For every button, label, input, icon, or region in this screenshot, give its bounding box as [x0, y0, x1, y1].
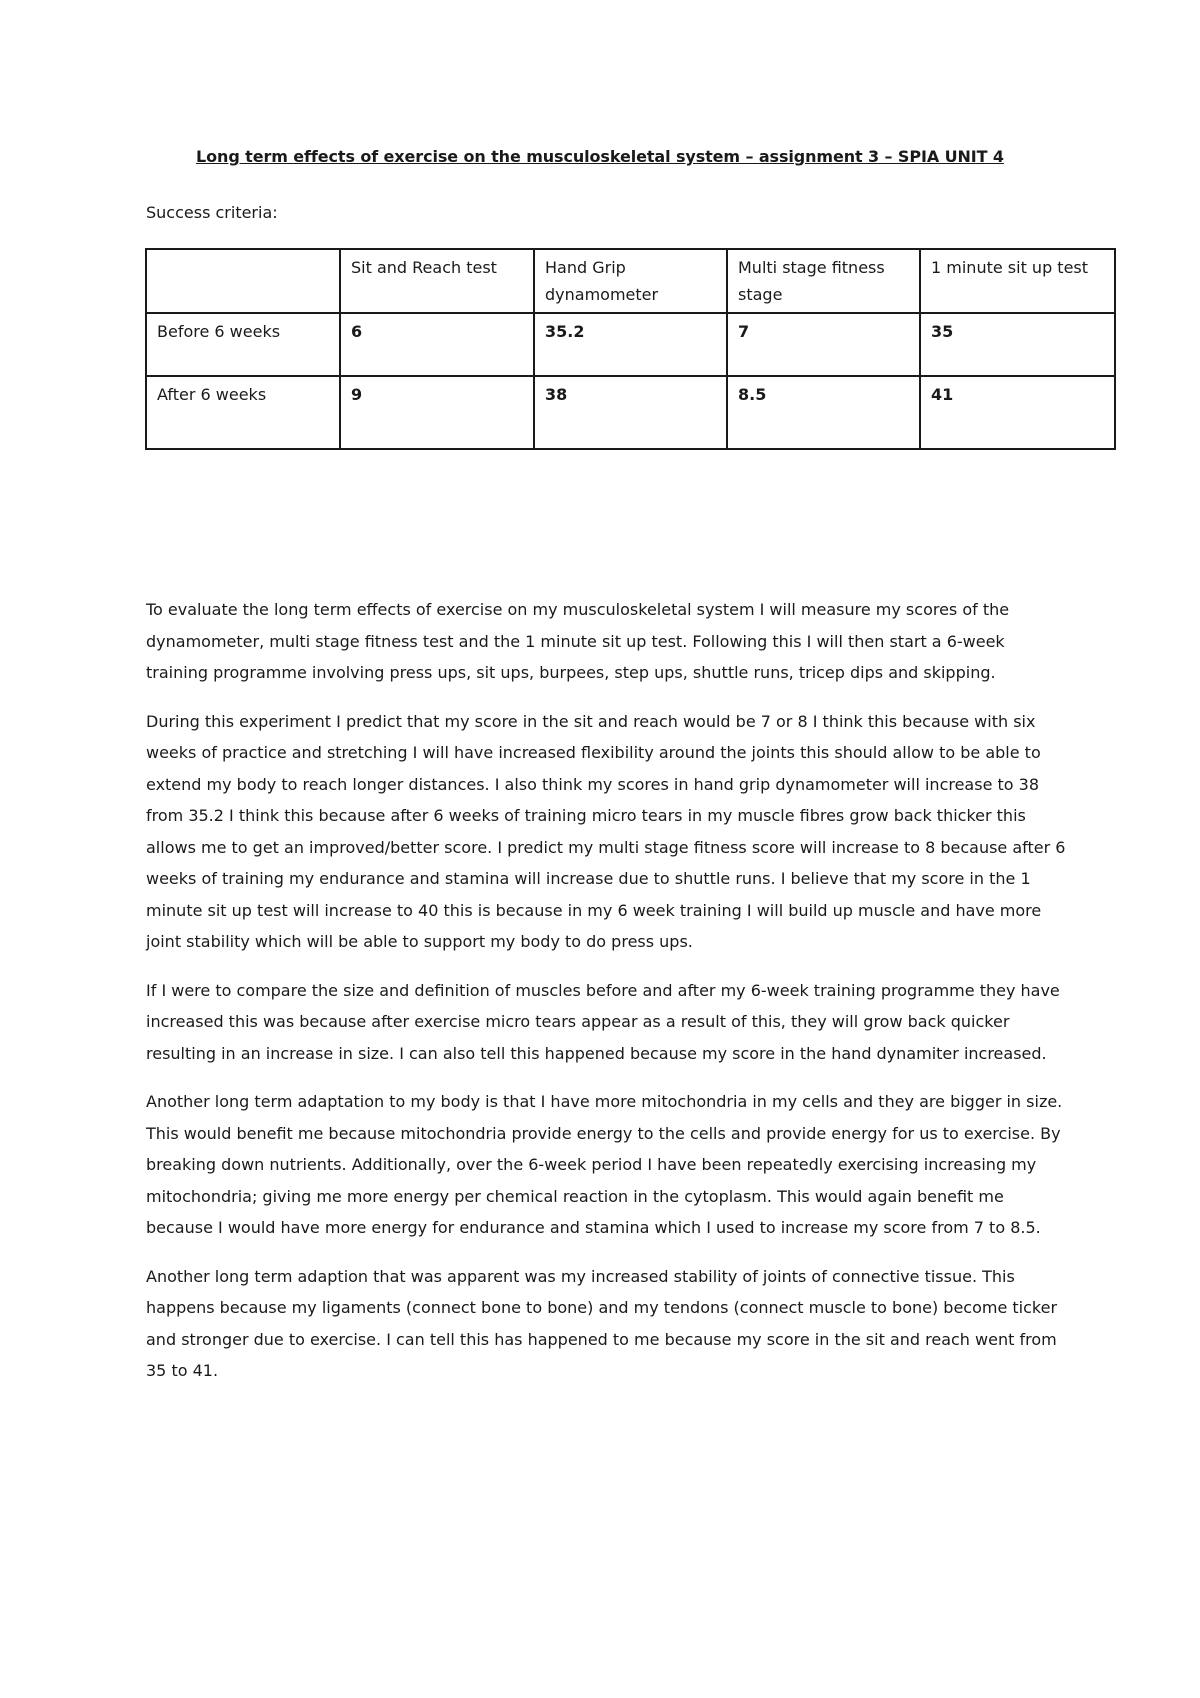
row-label: After 6 weeks — [146, 376, 340, 449]
table-header-cell: Multi stage fitness stage — [727, 249, 920, 313]
table-cell: 7 — [727, 313, 920, 376]
paragraph: During this experiment I predict that my score in the sit and reach would be 7 or 8 I think this because with six weeks of practice and stretching I will have increased flexibility around the joints this should allow to be able to extend my body to reach longer distances. I also think my scores in hand grip dynamometer will increase to 38 from 35.2 I think this because after 6 weeks of training micro tears in my muscle fibres grow back thicker this allows me to get an improved/better score. I predict my multi stage fitness score will increase to 8 because after 6 weeks of training my endurance and stamina will increase due to shuttle runs. I believe that my score in the 1 minute sit up test will increase to 40 this is because in my 6 week training I will build up muscle and have more joint stability which will be able to support my body to do press ups. — [146, 711, 1066, 951]
table-header-row — [146, 249, 1115, 313]
paragraph: If I were to compare the size and definition of muscles before and after my 6-week training programme they have increased this was because after exercise micro tears appear as a result of this, they will grow back quicker resulting in an increase in size. I can also tell this happened because my score in the hand dynamiter increased. — [146, 980, 1060, 1063]
table-cell: 35.2 — [534, 313, 727, 376]
table-header-cell — [146, 249, 340, 313]
table-cell: 41 — [920, 376, 1115, 449]
table-header-cell: 1 minute sit up test — [920, 249, 1115, 313]
body-text — [146, 594, 1066, 1404]
results-table — [145, 248, 1116, 450]
table-cell: 8.5 — [727, 376, 920, 449]
table-cell: 38 — [534, 376, 727, 449]
paragraph: Another long term adaption that was apparent was my increased stability of joints of connective tissue. This happens because my ligaments (connect bone to bone) and my tendons (connect muscle to bone) become ticker and stronger due to exercise. I can tell this has happened to me because my score in the sit and reach went from 35 to 41. — [146, 1266, 1058, 1380]
document-title: Long term effects of exercise on the musculoskeletal system – assignment 3 – SPIA UNIT 4 — [196, 147, 1004, 166]
paragraph: To evaluate the long term effects of exercise on my musculoskeletal system I will measure my scores of the dynamometer, multi stage fitness test and the 1 minute sit up test. Following this I will then start a 6-week training programme involving press ups, sit ups, burpees, step ups, shuttle runs, tricep dips and skipping. — [146, 600, 1010, 682]
table-cell: 35 — [920, 313, 1115, 376]
table-cell: 9 — [340, 376, 534, 449]
paragraph: Another long term adaptation to my body is that I have more mitochondria in my cells and they are bigger in size. This would benefit me because mitochondria provide energy to the cells and provide energy for us to exercise. By breaking down nutrients. Additionally, over the 6-week period I have been repeatedly exercising increasing my mitochondria; giving me more energy per chemical reaction in the cytoplasm. This would again benefit me because I would have more energy for endurance and stamina which I used to increase my score from 7 to 8.5. — [146, 1092, 1063, 1237]
table-header-cell: Sit and Reach test — [340, 249, 534, 313]
row-label: Before 6 weeks — [146, 313, 340, 376]
table-row — [146, 313, 1115, 376]
success-criteria-label: Success criteria: — [146, 203, 278, 222]
table-header-cell: Hand Grip dynamometer — [534, 249, 727, 313]
table-row — [146, 376, 1115, 449]
table-cell: 6 — [340, 313, 534, 376]
